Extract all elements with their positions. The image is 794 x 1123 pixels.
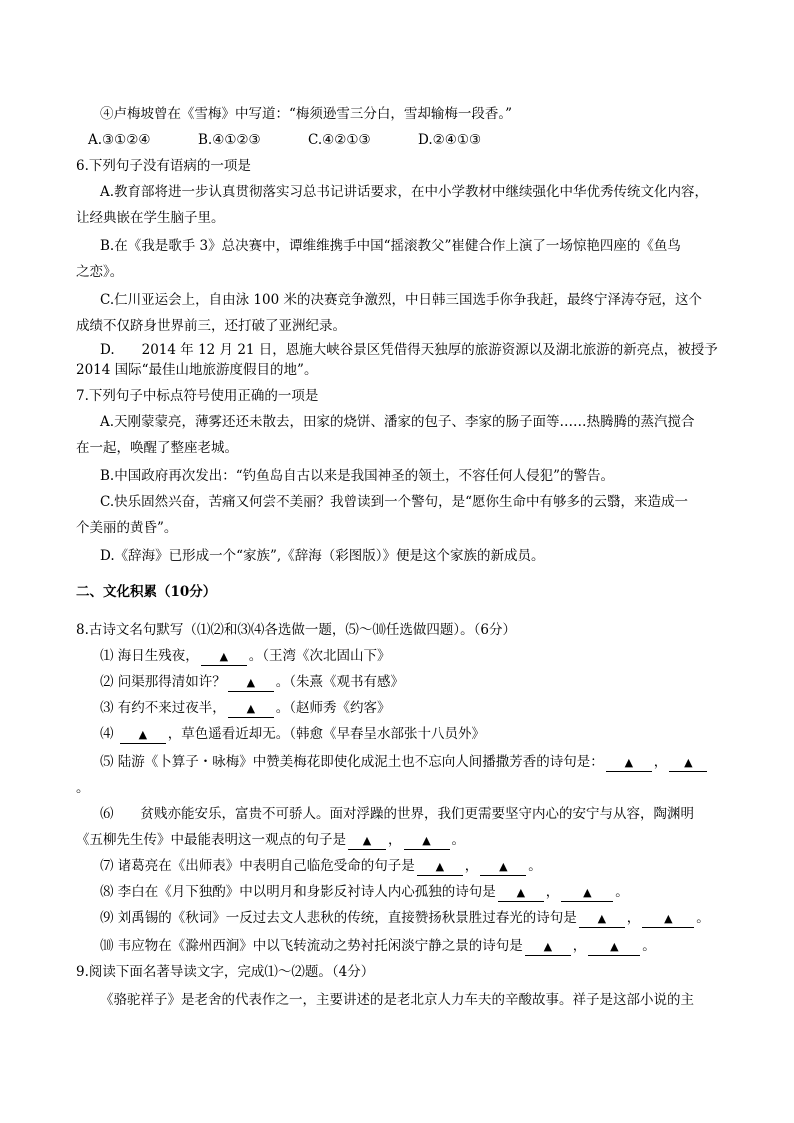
q8-item-6-line2 [76,830,465,850]
q8-item-1 [100,646,391,666]
q8-item-5 [100,752,709,772]
q7-option-d: D.《辞海》已形成一个“家族”,《辞海（彩图版）》便是这个家族的新成员。 [100,548,545,564]
answer-blank[interactable]: ▲ [201,649,247,666]
q8-item-5-text: ⑸ 陆游《卜算子・咏梅》中赞美梅花即使化成泥土也不忘向人间播撒芳香的诗句是： [100,754,604,770]
q6-option-b-line1: B.在《我是歌手 3》总决赛中，谭维维携手中国“摇滚教父”崔健合作上演了一场惊艳四座的《鱼鸟 [100,238,681,254]
answer-blank[interactable]: ▲ [642,911,694,928]
comma: ， [464,858,479,874]
q7-option-c-line1: C.快乐固然兴奋，苦痛又何尝不美丽？我曾读到一个警句，是“愿你生命中有够多的云翳，来造成一 [100,494,689,510]
q6-option-b-line2: 之恋》。 [76,264,124,280]
answer-blank[interactable]: ▲ [669,755,707,772]
q6-stem: 6.下列句子没有语病的一项是 [76,158,251,174]
answer-blank[interactable]: ▲ [525,939,571,956]
q5-item-4: ④卢梅坡曾在《雪梅》中写道：“梅须逊雪三分白，雪却输梅一段香。” [100,106,513,122]
q6-option-c-line2: 成绩不仅跻身世界前三，还打破了亚洲纪录。 [76,318,346,334]
q8-item-8 [100,882,629,902]
q9-stem: 9.阅读下面名著导读文字，完成⑴～⑵题。（4分） [76,964,375,980]
q8-item-6-text: 《五柳先生传》中最能表明这一观点的句子是 [76,832,346,848]
comma: ， [653,754,668,770]
q5-option-d: D.②④①③ [418,132,482,148]
period: 。 [615,884,629,900]
answer-blank[interactable]: ▲ [498,885,544,902]
q9-passage-line1: 《骆驼祥子》是老舍的代表作之一，主要讲述的是老北京人力车夫的辛酸故事。祥子是这部小说的主 [100,992,694,1008]
q8-item-1-source: 。（王湾《次北固山下》 [248,648,391,664]
q8-item-5-end: 。 [76,780,90,796]
q6-option-d-line2: 2014 国际“最佳山地旅游度假目的地”。 [76,362,318,378]
q8-item-1-text: ⑴ 海日生残夜， [100,648,199,664]
answer-blank[interactable]: ▲ [348,833,386,850]
period: 。 [528,858,542,874]
q8-item-6-line1: ⑹ 贫贱亦能安乐，富贵不可骄人。面对浮躁的世界，我们更需要坚守内心的安宁与从容，陶渊明 [100,806,694,822]
q8-item-10-text: ⑽ 韦应物在《滁州西涧》中以飞转流动之势衬托闲淡宁静之景的诗句是 [100,938,523,954]
q7-option-a-line2: 在一起，唤醒了整座老城。 [76,440,238,456]
q6-option-a-line1: A.教育部将进一步认真贯彻落实习总书记讲话要求，在中小学教材中继续强化中华优秀传统文化内容， [100,184,709,200]
q7-option-c-line2: 个美丽的黄昏”。 [76,520,178,536]
answer-blank[interactable]: ▲ [404,833,450,850]
comma: ， [388,832,402,848]
q6-option-d-line1: D. 2014 年 12 月 21 日，恩施大峡谷景区凭借得天独厚的旅游资源以及湖北旅游的新亮点，被授予 [100,342,718,358]
q8-item-7 [100,856,542,876]
q5-option-a: A.③①②④ [88,132,151,148]
comma: ， [545,884,560,900]
answer-blank[interactable]: ▲ [228,701,274,718]
q8-item-2-source: 。（朱熹《观书有感》 [275,674,405,690]
q8-item-2 [100,672,404,692]
q8-item-9-text: ⑼ 刘禹锡的《秋词》一反过去文人悲秋的传统，直接赞扬秋景胜过春光的诗句是 [100,910,577,926]
q8-item-8-text: ⑻ 李白在《月下独酌》中以明月和身影反衬诗人内心孤独的诗句是 [100,884,496,900]
answer-blank[interactable]: ▲ [480,859,526,876]
q8-stem: 8.古诗文名句默写（⑴⑵和⑶⑷各选做一题，⑸～⑽任选做四题）。（6分） [76,622,516,638]
q8-item-3 [100,698,391,718]
q8-item-4 [100,724,485,744]
q8-item-4-text: ，草色遥看近却无。（韩愈《早春呈水部张十八员外》 [167,726,486,742]
answer-blank[interactable]: ▲ [228,675,274,692]
q8-item-4-number: ⑷ [100,726,118,742]
q8-item-10 [100,936,656,956]
period: 。 [642,938,656,954]
q7-option-b: B.中国政府再次发出：“钓鱼岛自古以来是我国神圣的领土，不容任何人侵犯”的警告。 [100,468,615,484]
q5-option-c: C.④②①③ [308,132,371,148]
comma: ， [572,938,587,954]
section-heading: 二、文化积累（10分） [76,584,217,600]
q8-item-9 [100,908,710,928]
answer-blank[interactable]: ▲ [120,727,166,744]
comma: ， [626,910,641,926]
q5-options [88,130,528,150]
q6-option-a-line2: 让经典嵌在学生脑子里。 [76,210,225,226]
answer-blank[interactable]: ▲ [588,939,640,956]
answer-blank[interactable]: ▲ [417,859,463,876]
period: 。 [451,832,465,848]
q5-option-b: B.④①②③ [198,132,261,148]
period: 。 [696,910,710,926]
q8-item-2-text: ⑵ 问渠那得清如许？ [100,674,226,690]
q8-item-3-source: 。（赵师秀《约客》 [275,700,391,716]
answer-blank[interactable]: ▲ [561,885,613,902]
answer-blank[interactable]: ▲ [606,755,652,772]
q6-option-c-line1: C.仁川亚运会上，自由泳 100 米的决赛竞争激烈，中日韩三国选手你争我赶，最终宁泽涛夺冠，这个 [100,292,702,308]
q8-item-3-text: ⑶ 有约不来过夜半， [100,700,226,716]
answer-blank[interactable]: ▲ [579,911,625,928]
q7-stem: 7.下列句子中标点符号使用正确的一项是 [76,388,319,404]
q8-item-7-text: ⑺ 诸葛亮在《出师表》中表明自己临危受命的句子是 [100,858,415,874]
q7-option-a-line1: A.天刚蒙蒙亮，薄雾还还未散去，田家的烧饼、潘家的包子、李家的肠子面等……热腾腾的蒸汽搅合 [100,414,695,430]
